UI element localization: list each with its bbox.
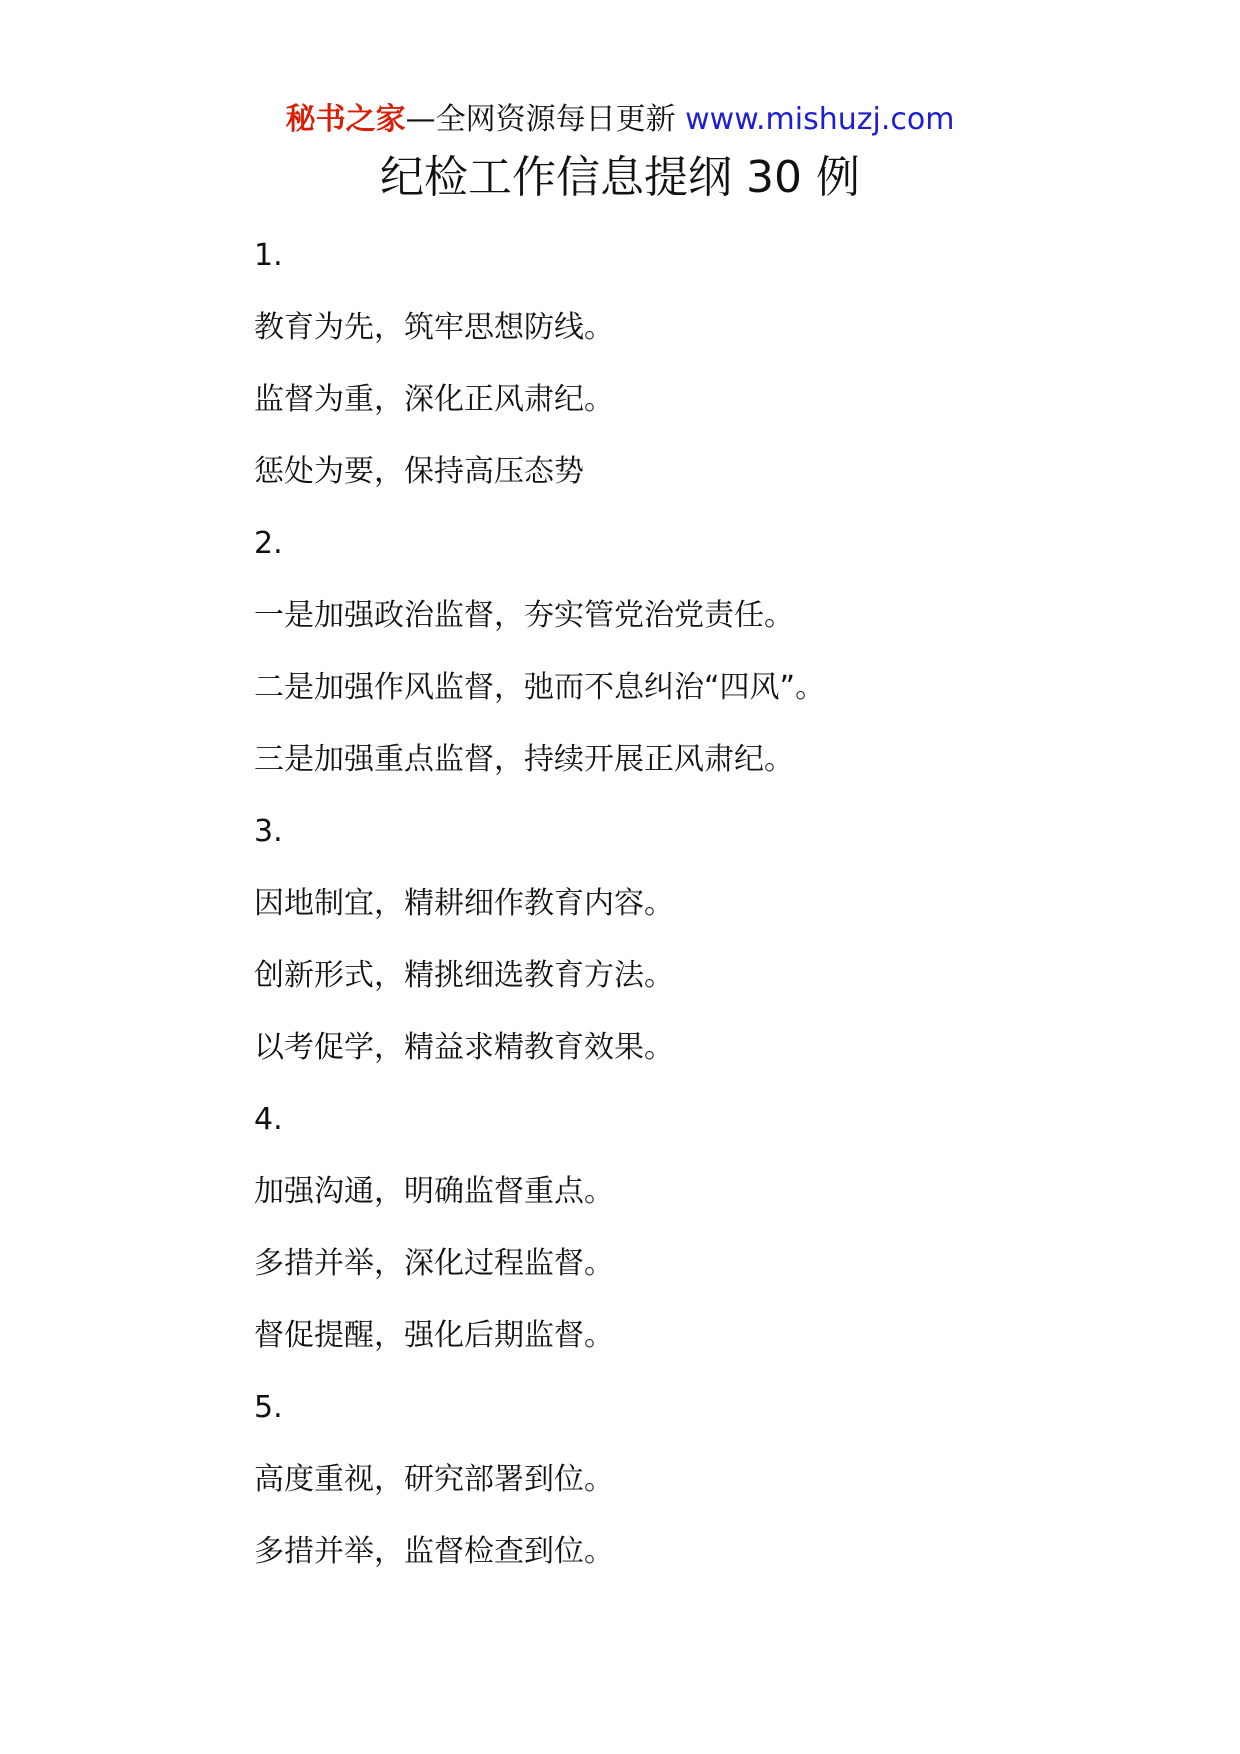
header-tagline: —全网资源每日更新 <box>405 102 686 137</box>
outline-line: 教育为先，筑牢思想防线。 <box>254 310 614 345</box>
section-number: 3. <box>254 814 283 849</box>
section-number: 2. <box>254 526 283 561</box>
outline-line: 督促提醒，强化后期监督。 <box>254 1318 614 1353</box>
outline-line: 二是加强作风监督，弛而不息纠治“四风”。 <box>254 670 826 705</box>
document-body <box>254 236 1154 1604</box>
brand-name: 秘书之家 <box>285 102 406 137</box>
document-title: 纪检工作信息提纲 30 例 <box>380 152 860 203</box>
outline-line: 加强沟通，明确监督重点。 <box>254 1174 614 1209</box>
site-url-link[interactable]: www.mishuzj.com <box>685 102 955 137</box>
section-number: 1. <box>254 238 283 273</box>
outline-line: 惩处为要，保持高压态势 <box>254 454 584 489</box>
outline-line: 多措并举，深化过程监督。 <box>254 1246 614 1281</box>
outline-line: 多措并举，监督检查到位。 <box>254 1534 614 1569</box>
outline-line: 高度重视，研究部署到位。 <box>254 1462 614 1497</box>
outline-line: 三是加强重点监督，持续开展正风肃纪。 <box>254 742 794 777</box>
section-number: 4. <box>254 1102 283 1137</box>
section-number: 5. <box>254 1390 283 1425</box>
outline-line: 因地制宜，精耕细作教育内容。 <box>254 886 674 921</box>
site-header <box>0 100 1240 139</box>
outline-line: 监督为重，深化正风肃纪。 <box>254 382 614 417</box>
outline-line: 一是加强政治监督，夯实管党治党责任。 <box>254 598 794 633</box>
outline-line: 以考促学，精益求精教育效果。 <box>254 1030 674 1065</box>
outline-line: 创新形式，精挑细选教育方法。 <box>254 958 674 993</box>
